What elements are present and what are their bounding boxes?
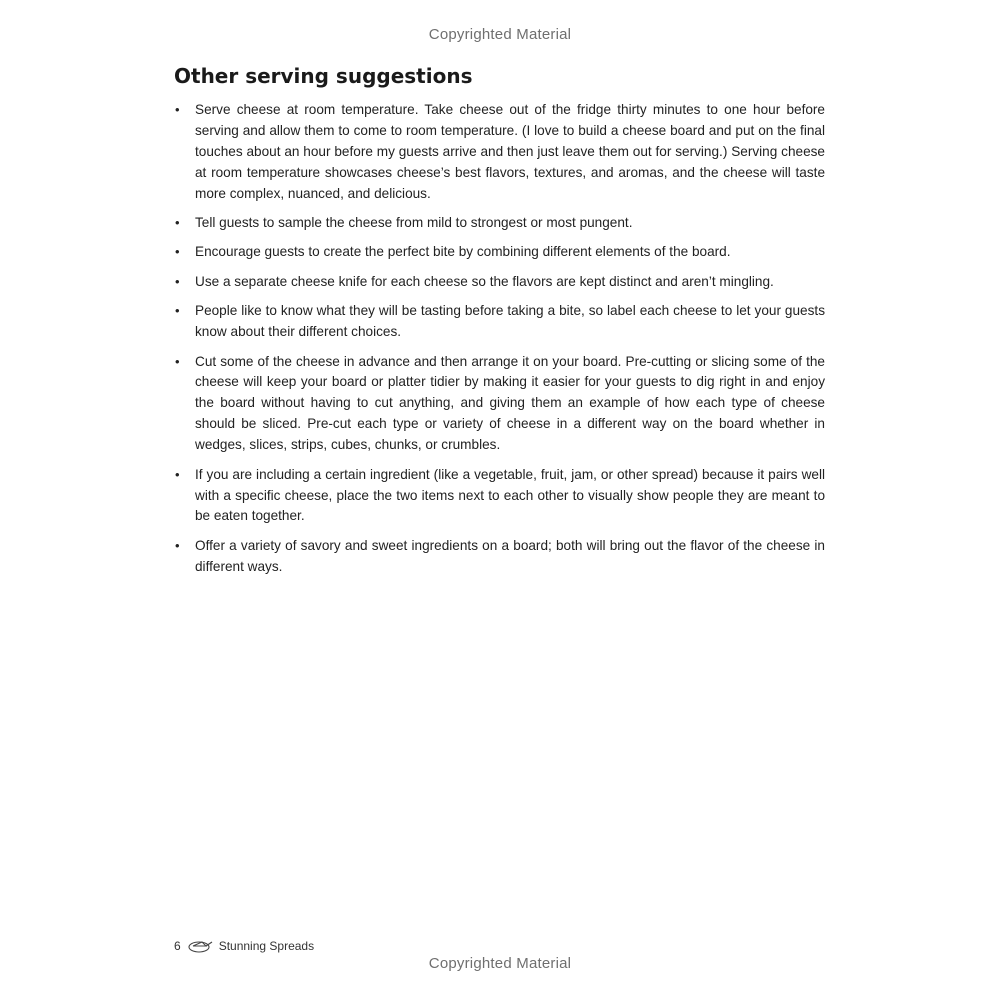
cheese-board-icon [187, 938, 213, 954]
list-item [174, 242, 825, 263]
list-item [174, 213, 825, 234]
bullet-icon: • [175, 466, 180, 482]
list-item [174, 536, 825, 578]
watermark-top: Copyrighted Material [428, 26, 572, 43]
list-item-text: Cut some of the cheese in advance and then arrange it on your board. Pre-cutting or slicing some of the cheese will keep your board or platter tidier by making it easier for your guests to dig right in and enjoy the board without having to cut anything, and giving them an example of how each type of cheese should be sliced. Pre-cut each type or variety of cheese in a different way on the board whether in wedges, slices, strips, cubes, chunks, or crumbles. [195, 353, 825, 453]
watermark-bottom: Copyrighted Material [428, 955, 572, 972]
bullet-icon: • [175, 537, 180, 553]
list-item [174, 272, 825, 293]
list-item-text: Use a separate cheese knife for each cheese so the flavors are kept distinct and aren’t mingling. [195, 273, 774, 289]
list-item-text: Offer a variety of savory and sweet ingredients on a board; both will bring out the flavor of the cheese in different ways. [195, 537, 825, 574]
suggestion-list [174, 100, 825, 578]
page-number: 6 [174, 939, 181, 953]
bullet-icon: • [175, 215, 180, 231]
page-content [174, 64, 825, 586]
bullet-icon: • [175, 353, 180, 369]
section-heading: Other serving suggestions [174, 64, 473, 88]
list-item-text: Tell guests to sample the cheese from mild to strongest or most pungent. [195, 215, 633, 231]
list-item [174, 100, 825, 205]
bullet-icon: • [175, 303, 180, 319]
list-item [174, 301, 825, 343]
bullet-icon: • [175, 102, 180, 117]
list-item [174, 352, 825, 457]
bullet-icon: • [175, 273, 180, 289]
list-item-text: If you are including a certain ingredient (like a vegetable, fruit, jam, or other spread) because it pairs well with a specific cheese, place the two items next to each other to visually show people they are meant to be eaten together. [195, 466, 825, 524]
list-item-text: People like to know what they will be tasting before taking a bite, so label each cheese to let your guests know about their different choices. [195, 303, 825, 340]
list-item-text: Serve cheese at room temperature. Take cheese out of the fridge thirty minutes to one hour before serving and allow them to come to room temperature. (I love to build a cheese board and put on the final touches about an hour before my guests arrive and then just leave them out for serving.) Serving cheese at room temperature showcases cheese’s best flavors, textures, and aromas, and the cheese will taste more complex, nuanced, and delicious. [195, 102, 825, 201]
page-footer [174, 938, 314, 954]
running-title: Stunning Spreads [218, 939, 315, 953]
bullet-icon: • [175, 244, 180, 260]
list-item [174, 465, 825, 528]
list-item-text: Encourage guests to create the perfect bite by combining different elements of the board. [195, 244, 731, 260]
